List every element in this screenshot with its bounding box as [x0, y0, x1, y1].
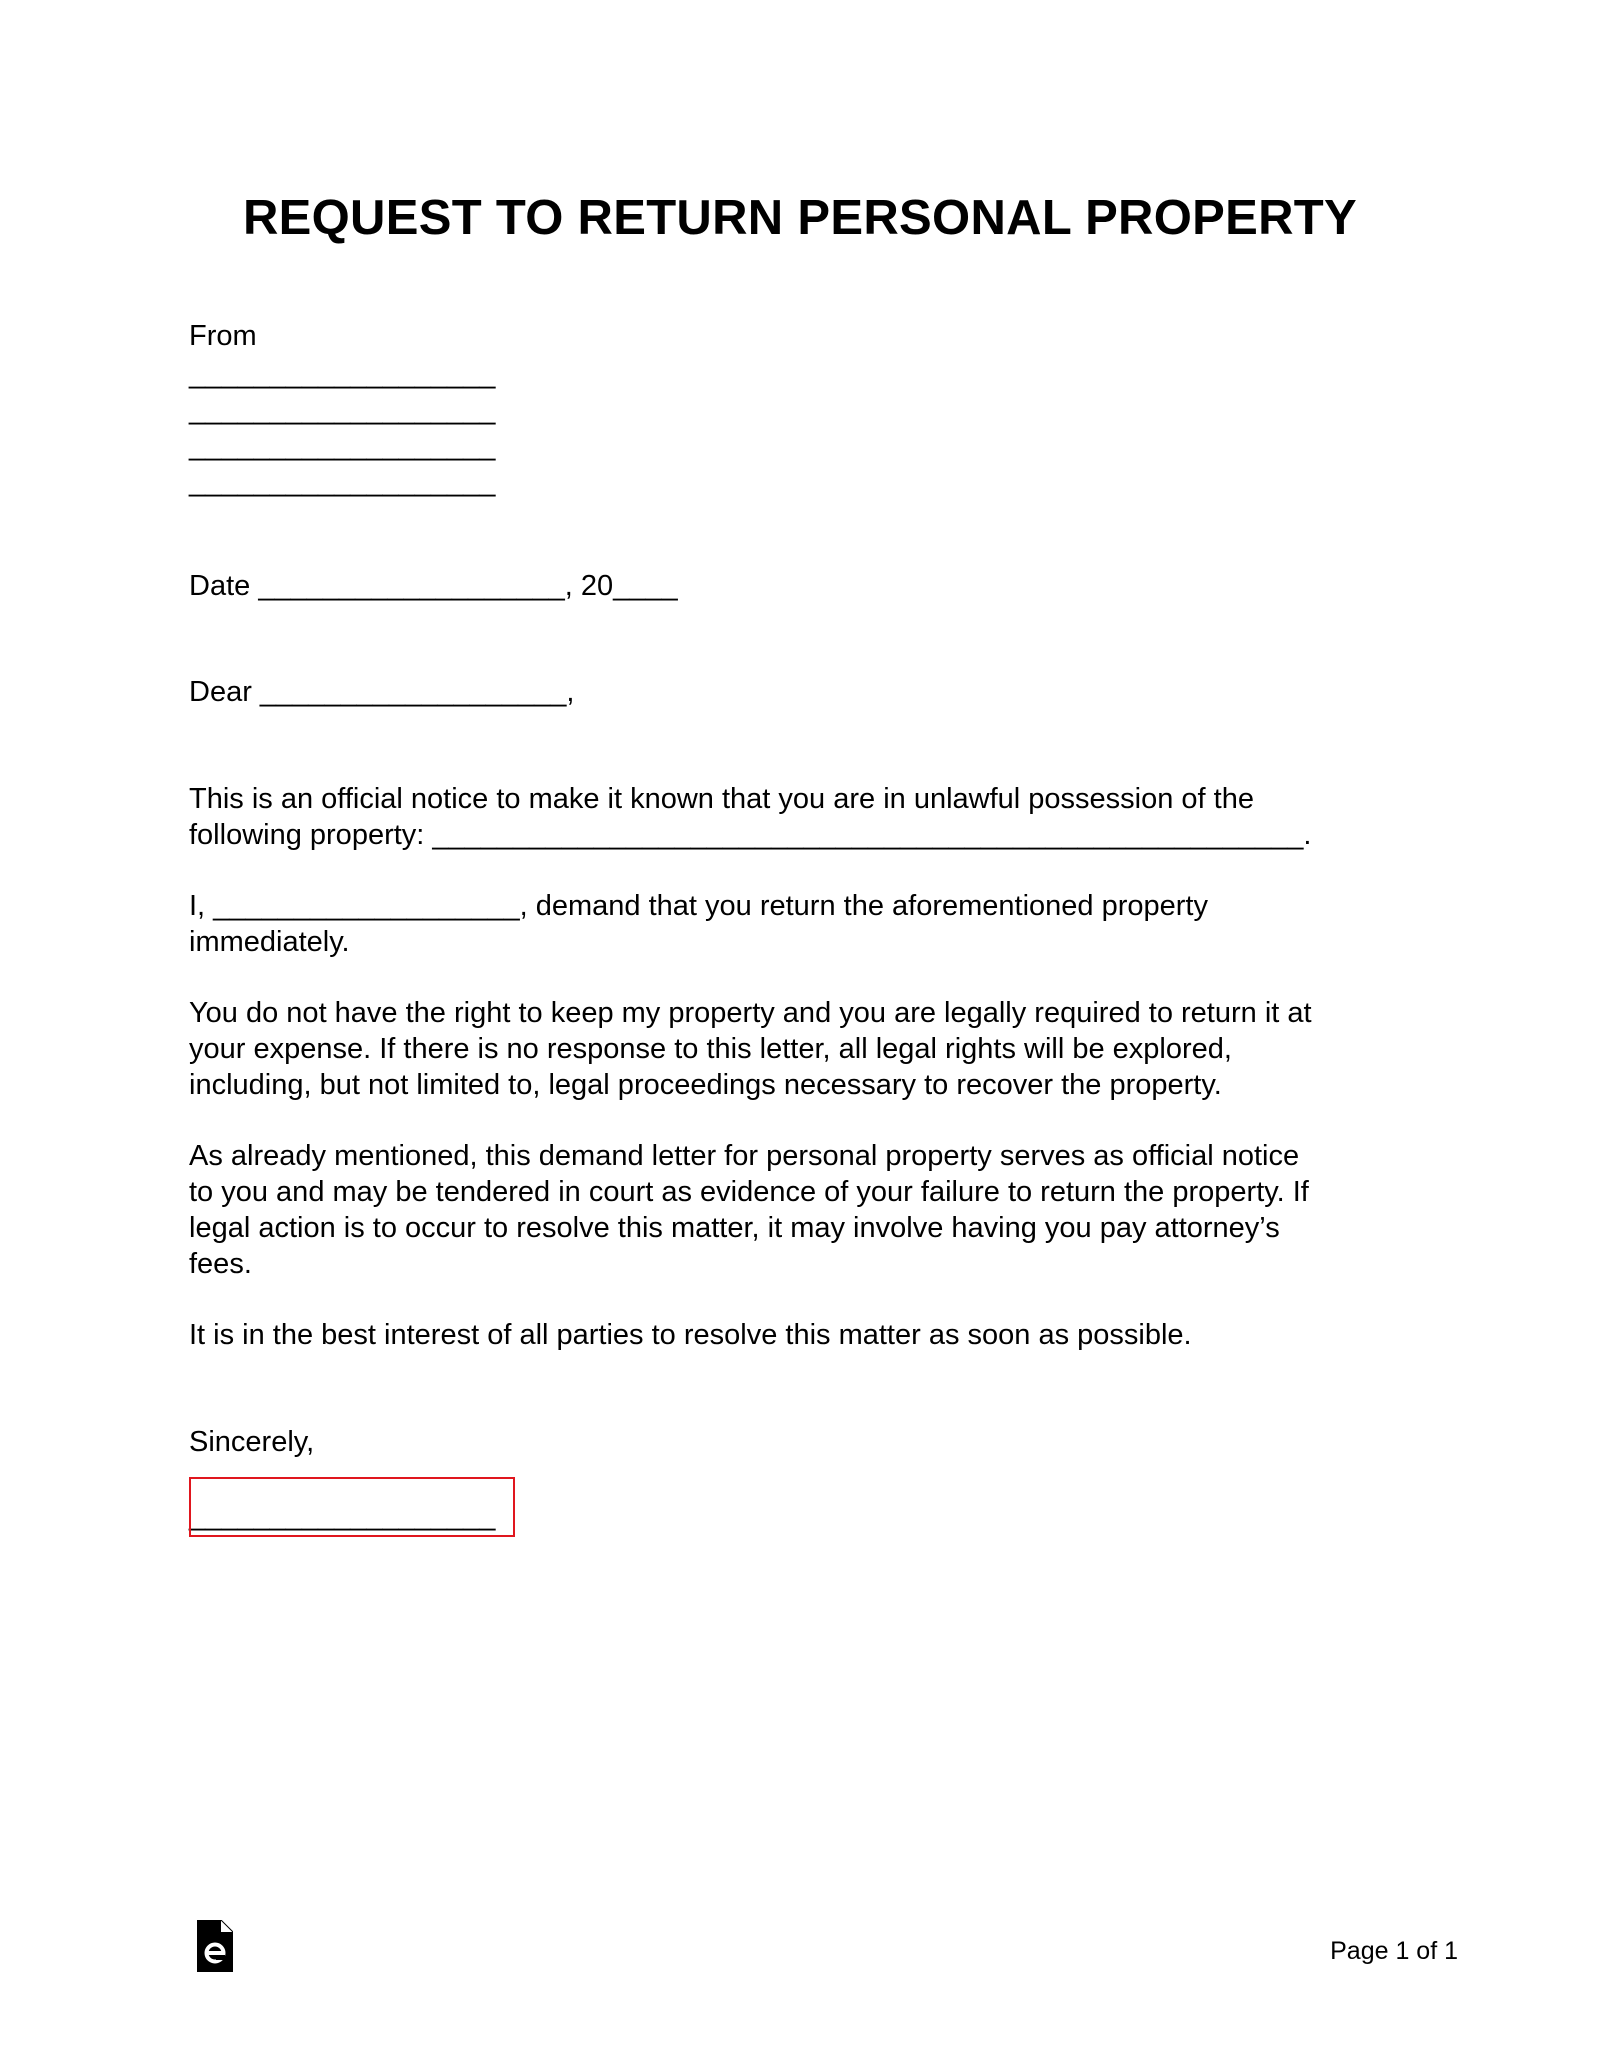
eforms-logo-icon [197, 1920, 233, 1972]
page-number: Page 1 of 1 [1330, 1937, 1458, 1965]
paragraph-rights: You do not have the right to keep my property and you are legally required to return it at your expense. If there is no response to this letter, all legal rights will be explored, including, but not limited to, legal proceedings necessary to recover the property. [189, 997, 1312, 1101]
paragraph-demand: I, ___________________, demand that you return the aforementioned property immediately. [189, 890, 1208, 958]
from-line-4: ___________________ [189, 466, 496, 498]
from-line-1: ___________________ [189, 358, 496, 390]
signature-line: ___________________ [189, 1500, 496, 1532]
paragraph-evidence: As already mentioned, this demand letter for personal property serves as official notice to you and may be tendered in court as evidence of your failure to return the property. If legal action is to occur to resolve this matter, it may involve having you pay attorney’s fees. [189, 1140, 1309, 1280]
from-label: From [189, 320, 257, 352]
from-line-2: ___________________ [189, 394, 496, 426]
date-line: Date ___________________, 20____ [189, 570, 678, 602]
paragraph-notice: This is an official notice to make it known that you are in unlawful possession of the following property: ______________________________________________________. [189, 783, 1312, 851]
from-line-3: ___________________ [189, 430, 496, 462]
paragraph-resolve: It is in the best interest of all parties to resolve this matter as soon as possible. [189, 1319, 1192, 1351]
signature-field[interactable] [189, 1477, 515, 1537]
salutation-line: Dear ___________________, [189, 676, 575, 708]
closing-line: Sincerely, [189, 1426, 315, 1458]
document-title: REQUEST TO RETURN PERSONAL PROPERTY [242, 191, 1358, 245]
